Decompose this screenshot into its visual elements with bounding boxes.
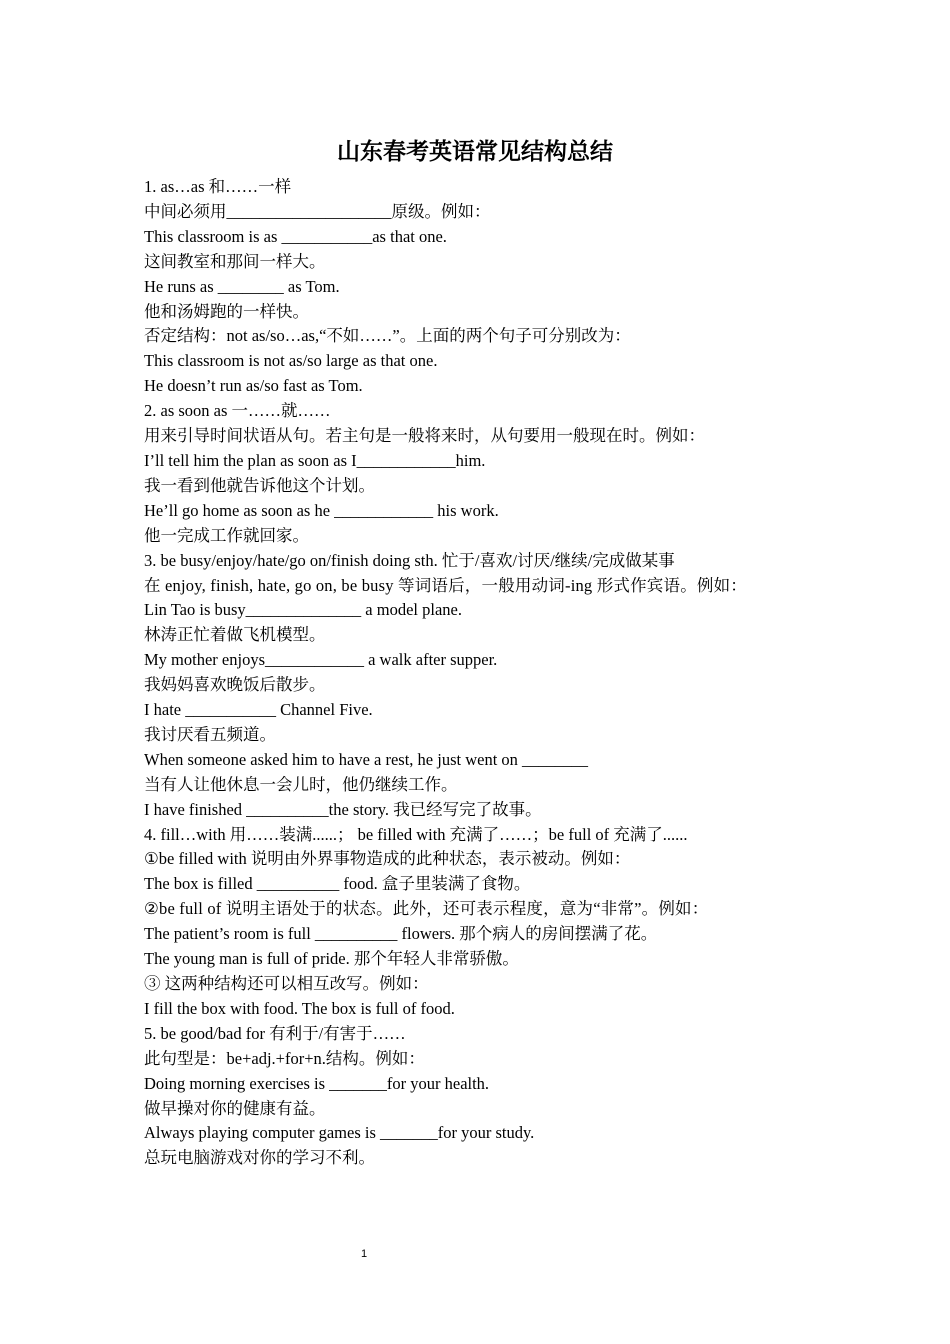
example-sentence: He doesn’t run as/so fast as Tom. xyxy=(144,376,363,396)
text-paragraph: 在 enjoy, finish, hate, go on, be busy 等词语后，一般用动词-ing 形式作宾语。例如： xyxy=(144,575,747,595)
translation-line: 做早操对你的健康有益。 xyxy=(144,1098,326,1118)
text-line: 用来引导时间状语从句。若主句是一般将来时，从句要用一般现在时。例如： xyxy=(144,426,705,446)
example-sentence: My mother enjoys____________ a walk after supper. xyxy=(144,650,498,670)
page-number: 1 xyxy=(360,1248,368,1260)
example-sentence: He runs as ________ as Tom. xyxy=(144,276,340,296)
example-sentence: Lin Tao is busy______________ a model plane. xyxy=(144,600,462,620)
example-sentence: The box is filled __________ food. 盒子里装满了食物。 xyxy=(144,874,531,894)
example-sentence: This classroom is not as/so large as that one. xyxy=(144,351,438,371)
text-line: 此句型是：be+adj.+for+n.结构。例如： xyxy=(144,1048,425,1068)
translation-line: 这间教室和那间一样大。 xyxy=(144,251,326,271)
text-line: 中间必须用____________________原级。例如： xyxy=(144,201,491,221)
text-line: ③ 这两种结构还可以相互改写。例如： xyxy=(144,974,429,993)
text-line: ①be filled with 说明由外界事物造成的此种状态，表示被动。例如： xyxy=(144,849,631,869)
section-heading-1: 1. as…as 和……一样 xyxy=(144,177,292,196)
example-sentence: I have finished __________the story. 我已经写完了故事。 xyxy=(144,799,542,819)
translation-line: 他和汤姆跑的一样快。 xyxy=(144,301,309,321)
example-sentence: The patient’s room is full __________ flowers. 那个病人的房间摆满了花。 xyxy=(144,924,658,944)
translation-line: 我妈妈喜欢晚饭后散步。 xyxy=(144,675,326,695)
translation-line: 我讨厌看五频道。 xyxy=(144,724,276,744)
example-sentence: The young man is full of pride. 那个年轻人非常骄傲。 xyxy=(144,949,519,969)
section-heading-4: 4. fill…with 用……装满......； be filled with 充满了……；be full of 充满了...... xyxy=(144,824,688,844)
example-sentence: I fill the box with food. The box is full of food. xyxy=(144,998,455,1018)
translation-line: 他一完成工作就回家。 xyxy=(144,525,309,545)
example-sentence: When someone asked him to have a rest, he just went on ________ xyxy=(144,749,589,769)
translation-line: 总玩电脑游戏对你的学习不利。 xyxy=(144,1148,375,1168)
example-sentence: This classroom is as ___________as that one. xyxy=(144,226,447,246)
section-heading-3: 3. be busy/enjoy/hate/go on/finish doing sth. 忙于/喜欢/讨厌/继续/完成做某事 xyxy=(144,550,675,570)
example-sentence: I’ll tell him the plan as soon as I____________him. xyxy=(144,450,486,470)
example-sentence: Doing morning exercises is _______for your health. xyxy=(144,1073,490,1093)
section-heading-5: 5. be good/bad for 有利于/有害于…… xyxy=(144,1023,406,1043)
example-sentence: He’ll go home as soon as he ____________ his work. xyxy=(144,500,499,520)
translation-line: 当有人让他休息一会儿时，他仍继续工作。 xyxy=(144,774,458,794)
translation-line: 我一看到他就告诉他这个计划。 xyxy=(144,475,375,495)
document-title: 山东春考英语常见结构总结 xyxy=(337,139,613,164)
document-body xyxy=(144,175,808,1171)
text-paragraph: ②be full of 说明主语处于的状态。此外，还可表示程度，意为“非常”。例如： xyxy=(144,899,709,919)
text-line: 否定结构：not as/so…as,“不如……”。上面的两个句子可分别改为： xyxy=(144,326,631,346)
example-sentence: Always playing computer games is _______for your study. xyxy=(144,1123,535,1143)
translation-line: 林涛正忙着做飞机模型。 xyxy=(144,625,326,645)
example-sentence: I hate ___________ Channel Five. xyxy=(144,700,373,720)
section-heading-2: 2. as soon as 一……就…… xyxy=(144,401,331,421)
